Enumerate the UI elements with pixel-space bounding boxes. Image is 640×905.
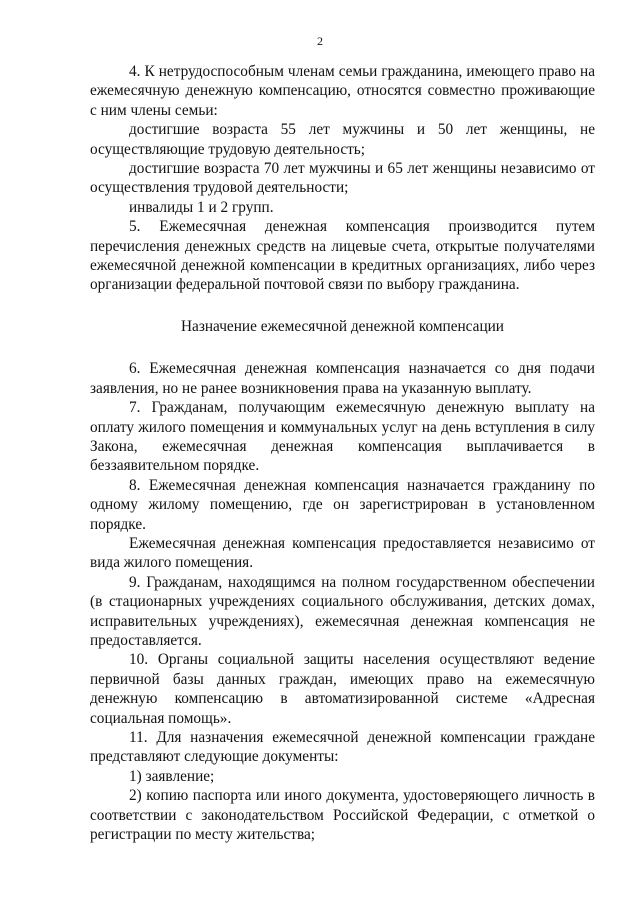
paragraph-list-disabled: инвалиды 1 и 2 групп.: [129, 198, 274, 216]
paragraph-item-7: 7. Гражданам, получающим ежемесячную денежную выплату на оплату жилого помещения и коммунальных услуг на день вступления в силу Закона, ежемесячная денежная компенсация выплачивается в беззаявительном порядке.: [90, 399, 595, 475]
paragraph-item-8: 8. Ежемесячная денежная компенсация назначается гражданину по одному жилому помещению, где он зарегистрирован в установленном порядке.: [90, 476, 595, 533]
paragraph-item-5: 5. Ежемесячная денежная компенсация производится путем перечисления денежных средств на лицевые счета, открытые получателями ежемесячной денежной компенсации в кредитных организациях, либо через организации федеральной почтовой связи по выбору гражданина.: [90, 218, 595, 294]
paragraph-item-4: 4. К нетрудоспособным членам семьи гражданина, имеющего право на ежемесячную денежную компенсацию, относятся совместно проживающие с ним члены семьи:: [90, 63, 595, 119]
paragraph-item-6: 6. Ежемесячная денежная компенсация назначается со дня подачи заявления, но не ранее возникновения права на указанную выплату.: [90, 360, 595, 397]
paragraph-item-9: 9. Гражданам, находящимся на полном государственном обеспечении (в стационарных учреждениях социального обслуживания, детских домах, исправительных учреждениях), ежемесячная денежная компенсация не предоставляется.: [90, 573, 595, 649]
paragraph-item-8-continued: Ежемесячная денежная компенсация предоставляется независимо от вида жилого помещения.: [90, 534, 595, 572]
document-body: [90, 62, 595, 844]
paragraph-list-men-55-women-50: достигшие возраста 55 лет мужчины и 50 лет женщины, не осуществляющие трудовую деятельность;: [90, 121, 595, 158]
paragraph-item-11-subitem-1: 1) заявление;: [129, 767, 215, 785]
paragraph-item-11-subitem-2: 2) копию паспорта или иного документа, удостоверяющего личность в соответствии с законодательством Российской Федерации, с отметкой о регистрации по месту жительства;: [90, 787, 595, 844]
page-number: 2: [317, 34, 323, 48]
paragraph-item-11: 11. Для назначения ежемесячной денежной компенсации граждане представляют следующие документы:: [90, 729, 595, 766]
section-heading: Назначение ежемесячной денежной компенсации: [180, 317, 504, 335]
paragraph-item-10: 10. Органы социальной защиты населения осуществляют ведение первичной базы данных граждан, имеющих право на ежемесячную денежную компенсацию в автоматизированной системе «Адресная социальная помощь».: [90, 651, 595, 727]
paragraph-list-men-70-women-65: достигшие возраста 70 лет мужчины и 65 лет женщины независимо от осуществления трудовой деятельности;: [90, 160, 595, 197]
